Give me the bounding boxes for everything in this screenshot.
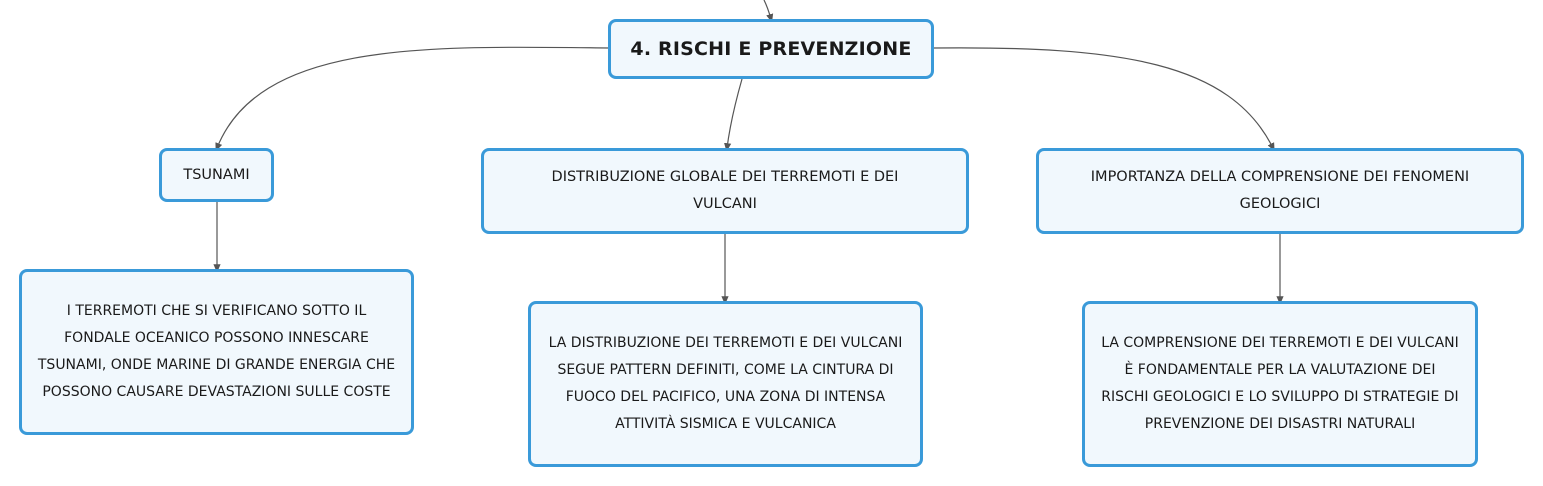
detail-distribuzione-text: LA DISTRIBUZIONE DEI TERREMOTI E DEI VULCANI SEGUE PATTERN DEFINITI, COME LA CINTURA DI FUOCO DEL PACIFICO, UNA ZONA DI INTENSA ATTIVITÀ SISMICA E VULCANICA: [548, 335, 903, 432]
connector-parent: [764, 0, 771, 19]
detail-importanza-text: LA COMPRENSIONE DEI TERREMOTI E DEI VULCANI È FONDAMENTALE PER LA VALUTAZIONE DEI RISCHI GEOLOGICI E LO SVILUPPO DI STRATEGIE DI PREVENZIONE DEI DISASTRI NATURALI: [1101, 335, 1459, 432]
detail-tsunami-text: I TERREMOTI CHE SI VERIFICANO SOTTO IL FONDALE OCEANICO POSSONO INNESCARE TSUNAMI, ONDE MARINE DI GRANDE ENERGIA CHE POSSONO CAUSARE DEVASTAZIONI SULLE COSTE: [37, 303, 396, 400]
connector-root-distribuzione: [727, 79, 742, 148]
topic-tsunami-label: TSUNAMI: [183, 166, 250, 183]
connector-root-tsunami: [217, 47, 609, 148]
detail-distribuzione[interactable]: [528, 301, 923, 467]
detail-importanza[interactable]: [1082, 301, 1478, 467]
topic-distribuzione[interactable]: [481, 148, 969, 234]
topic-distribuzione-label: DISTRIBUZIONE GLOBALE DEI TERREMOTI E DEI VULCANI: [551, 169, 899, 212]
topic-tsunami[interactable]: [159, 148, 274, 202]
root-topic-label: 4. RISCHI E PREVENZIONE: [630, 37, 912, 60]
root-topic[interactable]: [608, 19, 934, 79]
connector-root-importanza: [933, 48, 1273, 148]
detail-tsunami[interactable]: [19, 269, 414, 435]
topic-importanza-label: IMPORTANZA DELLA COMPRENSIONE DEI FENOMENI GEOLOGICI: [1090, 169, 1470, 212]
topic-importanza[interactable]: [1036, 148, 1524, 234]
